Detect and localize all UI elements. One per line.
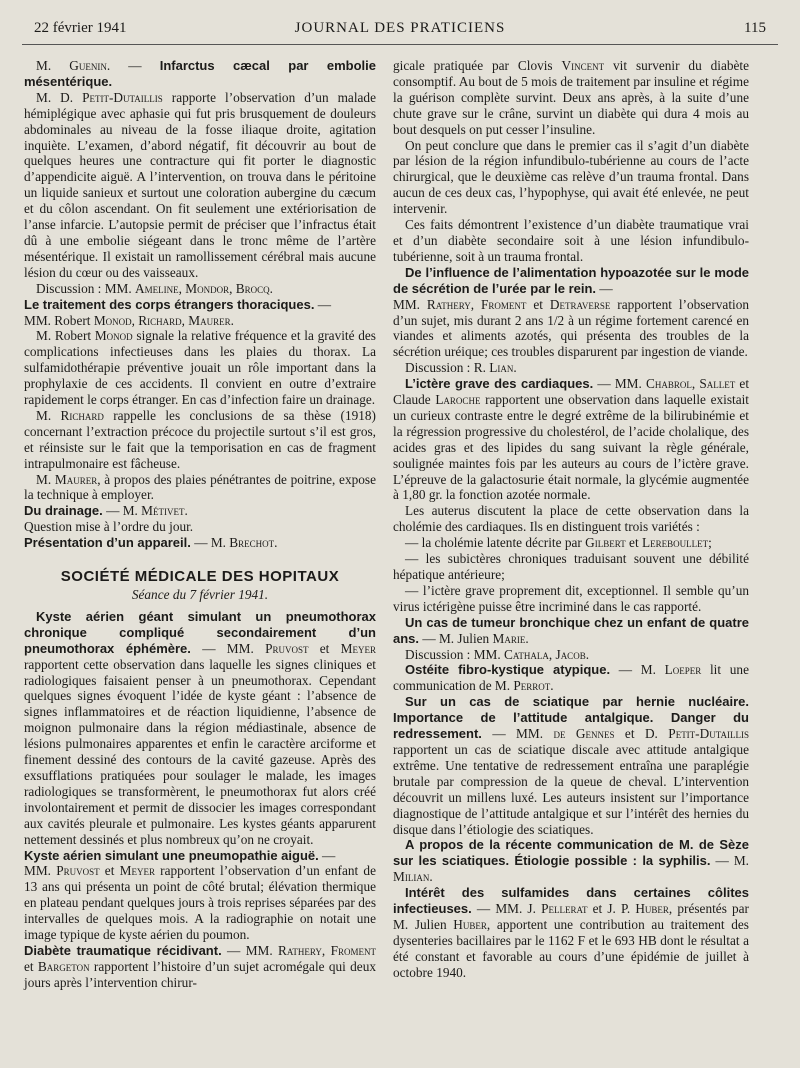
header-date: 22 février 1941 <box>34 20 127 36</box>
paragraph: M. Richard rappelle les conclusions de sa thèse (1918) concernant l’extraction précoce du projectile surtout s’il est gros, et réinsiste sur le fait que la temporisation en cas de fragment intrapulmonaire est fâcheuse. <box>24 407 376 471</box>
paragraph: Kyste aérien géant simulant un pneumothorax chronique compliqué secondairement d’un pneumothorax éphémère. — MM. Pruvost et Meyer rapportent cette observation dans laquelle les signes cliniques et radiologiques faisaient penser à un pneumothorax. Cependant quelques signes évoquent l’idée de kyste géant : l’absence de signes inflammatoires et de réaction liquidienne, l’absence de moignon pulmonaire dans la région médiastinale, absence de lésions pulmonaires apparentes et enfin le caractère arciforme et finement dessiné des contours de la cavité gazeuse. Après des exsufflations pratiquées pour soulager le malade, les images radiologiques se transformèrent, le pneumothorax fut alors créé involontairement et permit de dissocier les images correspondant aux cavités pleurale et pulmonaire. Les kystes géants apparurent nettement dessinés et plus nombreux qu’on ne croyait. <box>24 608 376 847</box>
header-rule <box>22 44 778 45</box>
paragraph: Discussion : MM. Ameline, Mondor, Brocq. <box>36 280 273 296</box>
section-heading: Kyste aérien simulant une pneumopathie aiguë. — <box>24 847 336 863</box>
paragraph: Discussion : MM. Cathala, Jacob. <box>405 646 590 662</box>
paragraph: Ces faits démontrent l’existence d’un diabète traumatique vrai et d’un diabète secondaire soit à une lésion infundibulo-tubérienne, soit à un trauma frontal. <box>393 217 749 264</box>
paragraph: MM. Rathery, Froment et Detraverse rapportent l’observation d’un sujet, mis durant 2 ans 1/2 à un régime fortement carencé en viandes et aliments azotés, qui présenta des troubles de la sécrétion uréique; ces troubles disparurent par ingestion de viande. <box>393 296 750 360</box>
paragraph: Question mise à l’ordre du jour. <box>24 519 194 535</box>
paragraph: Diabète traumatique récidivant. — MM. Rathery, Froment et Bargeton rapportent l’histoire d’un sujet acromégale qui deux jours après l’intervention chirur- <box>24 942 377 990</box>
paragraph: Ostéite fibro-kystique atypique. — M. Loeper lit une communication de M. Perrot. <box>393 662 749 694</box>
paragraph: — la cholémie latente décrite par Gilbert et Lereboullet; <box>405 535 712 551</box>
paragraph: A propos de la récente communication de M. de Sèze sur les sciatiques. Étiologie possible : la syphilis. — M. Milian. <box>393 837 749 885</box>
paragraph: Discussion : R. Lian. <box>405 360 517 376</box>
right-column <box>393 58 749 981</box>
paragraph: M. D. Petit-Dutaillis rapporte l’observation d’un malade hémiplégique avec aphasie qui fut pris brusquement de douleurs abdominales au niveau de la fosse iliaque droite, agitation inquiète. L’examen, d’abord négatif, fit découvrir au bout de quelques heures une contracture qui fit porter le diagnostic d’appendicite aiguë. A l’intervention, on trouva dans le péritoine un liquide sanieux et surtout une coloration aubergine du cæcum et du côlon ascendant. On fit seulement une extériorisation de l’anse infarcie. L’autopsie permit de préciser que l’infractus était dû à une embolie siégeant dans le tronc même de l’artère mésentérique. Il existait un ramollissement cérébral mais aucune lésion du cœur ou des vaisseaux. <box>24 89 376 280</box>
paragraph: — les subictères chroniques traduisant souvent une débilité hépatique antérieure; <box>393 551 749 582</box>
paragraph: M. Guenin. — Infarctus cæcal par embolie mésentérique. <box>24 58 376 89</box>
paragraph: gicale pratiquée par Clovis Vincent vit survenir du diabète consomptif. Au bout de 5 mois de traitement par insuline et régime la guérison complète survint. Deux ans après, à la suite d’une chute grave sur le crâne, survint un diabète qui dura 4 mois au bout desquels on put cesser l’insuline. <box>393 58 750 137</box>
page-number: 115 <box>744 20 766 36</box>
paragraph: L’ictère grave des cardiaques. — MM. Chabrol, Sallet et Claude Laroche rapportent une observation dans laquelle existait un curieux contraste entre le degré extrême de la bilirubinémie et la régression progressive du cholestérol, de l’acide cholalique, des acides gras et des lipides du sang suivant la règle générale, soulignée maintes fois par les auteurs au cours de l’ictère grave. L’épreuve de la galactosurie était normale, la glycémie augmentée à 1,80 gr. la fonction azotée normale. <box>393 376 750 503</box>
section-heading: Le traitement des corps étrangers thoraciques. — <box>24 296 332 312</box>
paragraph: Intérêt des sulfamides dans certaines côlites infectieuses. — MM. J. Pellerat et J. P. Huber, présentés par M. Julien Huber, apportent une contribution au traitement des dysenteries bacillaires par le 1162 F et le 693 HB dont le résultat a été constant et favorable au cours d’une épidémie de juillet à octobre 1940. <box>393 885 749 980</box>
paragraph: On peut conclure que dans le premier cas il s’agit d’un diabète par lésion de la région infundibulo-tubérienne au cours de l’acte chirurgical, que le deuxième cas relève d’un trauma frontal. Dans aucun de ces deux cas, l’hypophyse, qui avait été enlevée, ne peut intervenir. <box>393 137 749 217</box>
section-heading: De l’influence de l’alimentation hypoazotée sur le mode de sécrétion de l’urée par le rein. — <box>393 264 749 296</box>
society-title: SOCIÉTÉ MÉDICALE DES HOPITAUX <box>60 568 340 586</box>
journal-title: JOURNAL DES PRATICIENS <box>294 20 506 36</box>
paragraph: Sur un cas de sciatique par hernie nucléaire. Importance de l’attitude antalgique. Danger du redressement. — MM. de Gennes et D. Petit-Dutaillis rapportent un cas de sciatique discale avec attitude antalgique extrême. Une tentative de redressement entraîna une paraplégie brutale par compression de la queue de cheval. L’intervention découvrit un millens luxé. Les auteurs insistent sur l’importance diagnostique de l’attitude antalgique et sur l’intérêt des hernies du disque dans l’étiologie des sciatiques. <box>393 694 749 837</box>
paragraph: M. Robert Monod signale la relative fréquence et la gravité des complications infectieuses dans les plaies du thorax. La sulfamidothérapie préventive jouait un rôle important dans la prophylaxie de ces accidents. Il convient en outre d’extraire rapidement le corps étranger. En cas d’infection faire un drainage. <box>24 328 376 408</box>
page-header <box>22 16 778 42</box>
paragraph: Les auterus discutent la place de cette observation dans la cholémie des cardiaques. Ils en distinguent trois variétés : <box>393 503 749 535</box>
section-heading: Du drainage. — M. Métivet. <box>24 503 188 519</box>
paragraph: Un cas de tumeur bronchique chez un enfant de quatre ans. — M. Julien Marie. <box>393 614 749 646</box>
paragraph: — l’ictère grave proprement dit, exceptionnel. Il semble qu’un virus ictérigène puisse être incriminé dans le cas rapporté. <box>393 582 749 614</box>
paragraph: MM. Robert Monod, Richard, Maurer. <box>24 312 234 328</box>
paragraph: MM. Pruvost et Meyer rapportent l’observation d’un enfant de 13 ans qui présenta un point de côté brutal; élévation thermique en plateau pendant quelques jours à trois reprises séparées par des intervalles de quelques mois. A la radiographie on notait une image typique de kyste aérien du poumon. <box>24 863 376 943</box>
paragraph: M. Maurer, à propos des plaies pénétrantes de poitrine, expose la technique à employer. <box>24 471 376 503</box>
left-column <box>24 58 376 991</box>
section-heading: Présentation d’un appareil. — M. Brechot. <box>24 535 278 551</box>
session-date: Séance du 7 février 1941. <box>131 587 269 602</box>
